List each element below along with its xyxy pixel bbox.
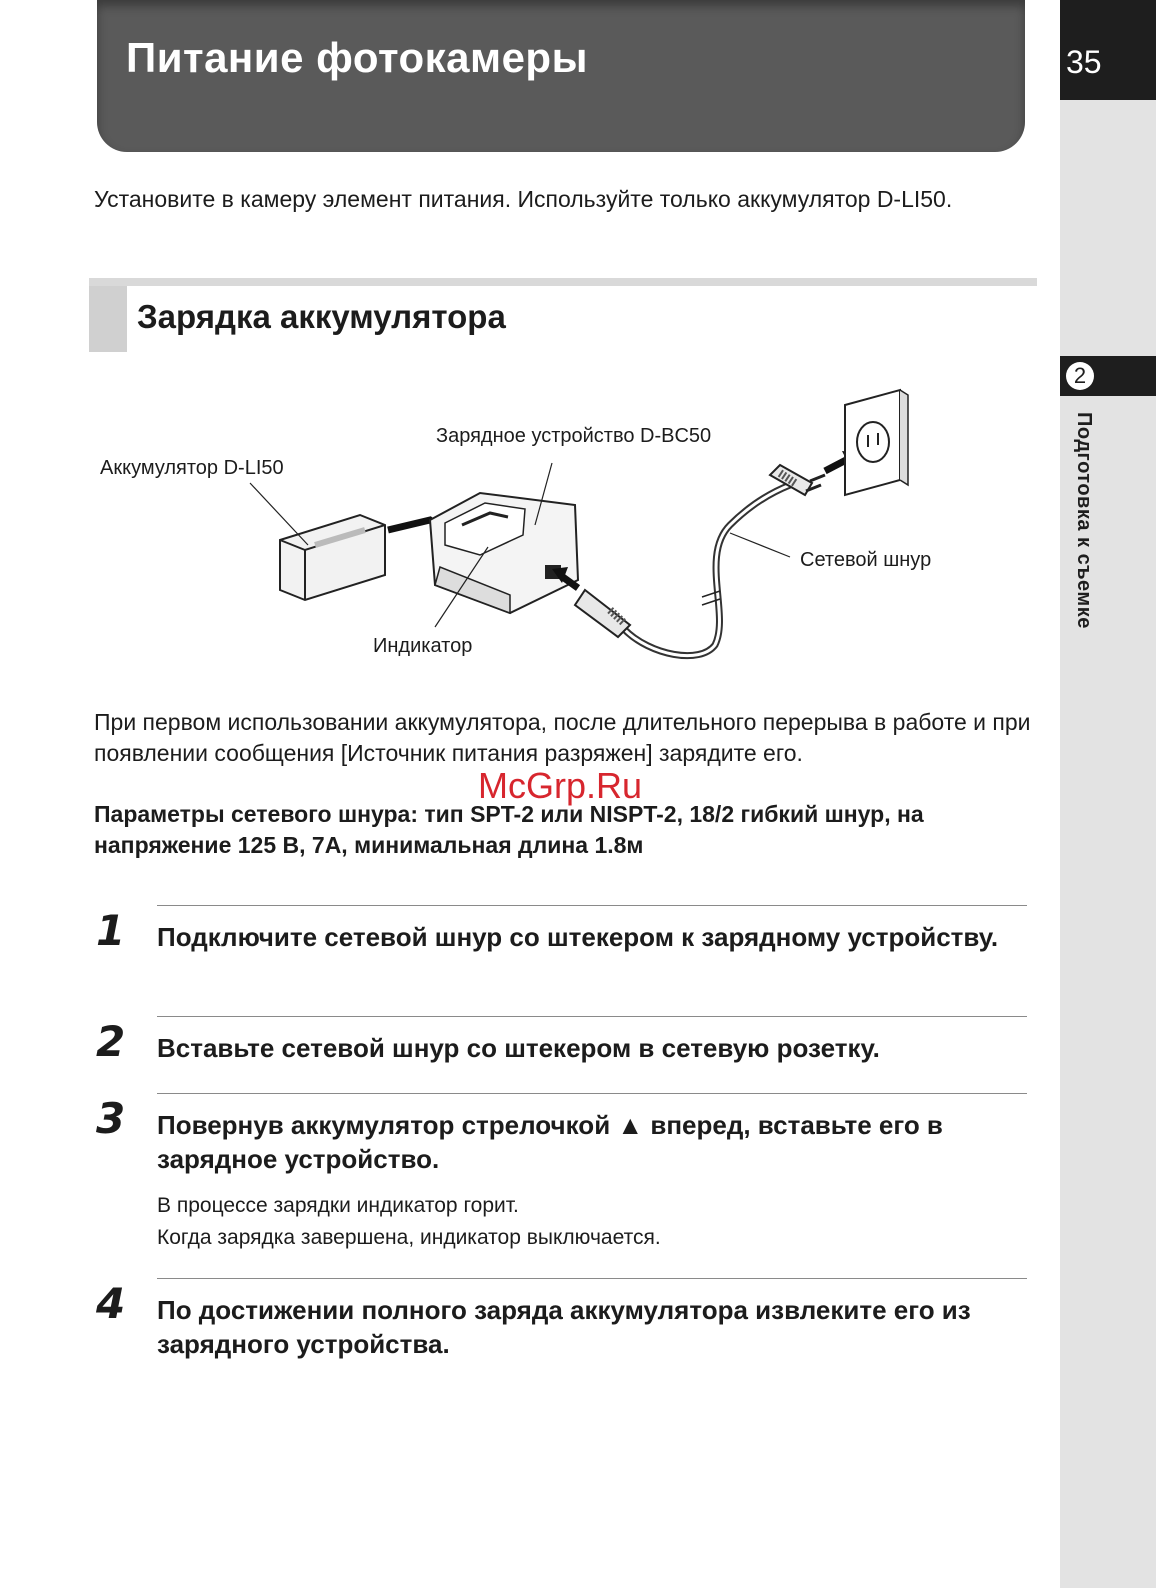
step-divider: [157, 1016, 1027, 1017]
cord-label: Сетевой шнур: [800, 549, 932, 571]
section-divider: [89, 278, 1037, 286]
cord-leader-line: [730, 533, 790, 557]
step-number: 4: [96, 1279, 126, 1328]
step-divider: [157, 1278, 1027, 1279]
watermark: McGrp.Ru: [478, 765, 643, 806]
step-text: Повернув аккумулятор стрелочкой ▲ вперед, вставьте его в зарядное устройство.: [157, 1110, 943, 1174]
intro-text: Установите в камеру элемент питания. Используйте только аккумулятор D-LI50.: [94, 186, 953, 212]
battery-leader-line: [250, 483, 308, 545]
indicator-label: Индикатор: [373, 635, 473, 657]
battery-label: Аккумулятор D-LI50: [100, 457, 284, 479]
power-cord-icon: [575, 465, 825, 656]
charging-figure: [90, 385, 1050, 685]
charging-paragraph: При первом использовании аккумулятора, после длительного перерыва в работе и при появлении сообщения [Источник питания разряжен] зарядите его.: [94, 709, 1031, 766]
chapter-label: Подготовка к съемке: [1073, 412, 1095, 629]
battery-icon: [280, 515, 385, 600]
step-note: Когда зарядка завершена, индикатор выключается.: [157, 1226, 661, 1249]
section-title: Зарядка аккумулятора: [137, 298, 506, 335]
step-number: 3: [96, 1094, 126, 1143]
cord-specs: Параметры сетевого шнура: тип SPT-2 или NISPT-2, 18/2 гибкий шнур, на напряжение 125 В, 7А, минимальная длина 1.8м: [94, 801, 924, 858]
step-number: 1: [96, 906, 126, 955]
charger-label: Зарядное устройство D-BC50: [436, 425, 712, 447]
step-text: По достижении полного заряда аккумулятора извлеките его из зарядного устройства.: [157, 1295, 971, 1359]
side-strip: [1060, 0, 1156, 1588]
step-text: Подключите сетевой шнур со штекером к зарядному устройству.: [157, 922, 999, 952]
step-text: Вставьте сетевой шнур со штекером в сетевую розетку.: [157, 1033, 880, 1063]
page-number: 35: [1066, 44, 1102, 80]
wall-outlet-icon: [845, 390, 908, 495]
step-divider: [157, 905, 1027, 906]
section-marker: [89, 286, 127, 352]
page-title: Питание фотокамеры: [126, 34, 588, 81]
charger-icon: [430, 493, 578, 613]
step-note: В процессе зарядки индикатор горит.: [157, 1194, 519, 1217]
chapter-number: 2: [1066, 362, 1094, 390]
step-divider: [157, 1093, 1027, 1094]
step-number: 2: [96, 1017, 126, 1066]
